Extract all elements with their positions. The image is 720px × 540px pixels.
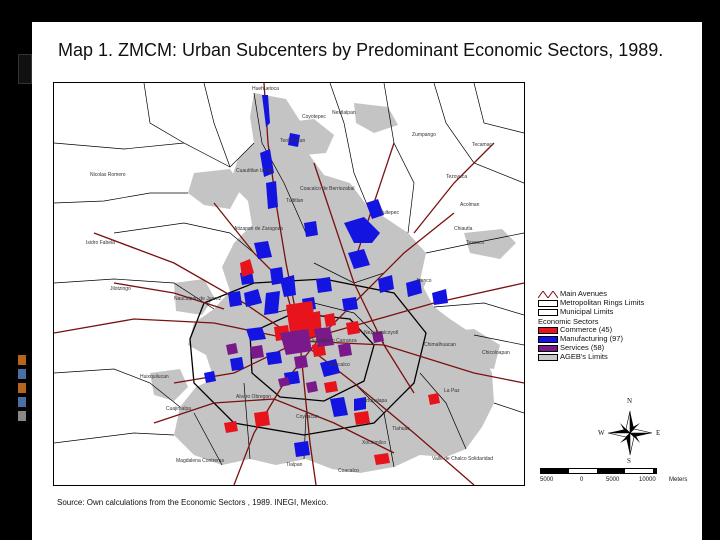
place-label: Iztacalco xyxy=(330,362,350,368)
place-label: Teoloyucan xyxy=(280,138,306,144)
scale-tick-label: 0 xyxy=(580,477,584,483)
legend-label: Services (58) xyxy=(560,343,605,352)
legend-swatch xyxy=(538,300,558,307)
legend-swatch xyxy=(538,336,558,343)
place-label: Nicolas Romero xyxy=(90,172,126,178)
place-label: Tlalpan xyxy=(286,462,303,468)
place-label: Jilotzingo xyxy=(110,286,131,292)
place-label: Tecamac xyxy=(472,142,493,148)
slide-bullet-marker xyxy=(18,54,32,84)
place-label: Coacalco xyxy=(338,468,359,474)
place-label: Coyotepec xyxy=(302,114,326,120)
place-label: Atizapan de Zaragoza xyxy=(234,226,283,232)
place-label: Tlahuac xyxy=(392,426,410,432)
place-label: Venustiano Carranza xyxy=(310,338,357,344)
place-label: Texcoco xyxy=(466,240,485,246)
scale-bar xyxy=(540,468,700,488)
place-label: Naucalpan de Juarez xyxy=(174,296,222,302)
place-label: La Paz xyxy=(444,388,460,394)
side-bar-2 xyxy=(18,369,26,379)
slide-side-bars xyxy=(18,355,26,425)
place-label: Cuautitlan Izcalli xyxy=(236,168,273,174)
place-label: Isidro Fabela xyxy=(86,240,115,246)
place-label: Chimalhuacan xyxy=(424,342,456,348)
place-label: Iztapalapa xyxy=(364,398,388,404)
legend-label: Commerce (45) xyxy=(560,325,613,334)
map-legend xyxy=(538,290,718,362)
compass-east-label: E xyxy=(656,429,661,437)
legend-swatch xyxy=(538,354,558,361)
place-label: Nextlalpan xyxy=(332,110,356,116)
scale-bar-graphic xyxy=(540,468,657,474)
compass-north-label: N xyxy=(627,397,633,405)
place-label: Huehuetoca xyxy=(252,86,279,92)
legend-swatch xyxy=(538,327,558,334)
map-title: Map 1. ZMCM: Urban Subcenters by Predominant Economic Sectors, 1989. xyxy=(58,40,664,60)
legend-swatch xyxy=(538,309,558,316)
legend-label: Main Avenues xyxy=(560,289,607,298)
scale-tick-label: 5000 xyxy=(540,477,554,483)
place-label: Magdalena Contreras xyxy=(176,458,225,464)
legend-label: Manufacturing (97) xyxy=(560,334,623,343)
place-label: Chicoloapan xyxy=(482,350,510,356)
place-label: Coacalco de Berriozabal xyxy=(300,186,355,192)
place-label: Atenco xyxy=(416,278,432,284)
side-bar-5 xyxy=(18,411,26,421)
urban-area-layer xyxy=(150,93,516,473)
compass-west-label: W xyxy=(598,429,605,437)
place-label: Xochimilco xyxy=(362,440,387,446)
legend-swatch xyxy=(538,345,558,352)
legend-label: Municipal Limits xyxy=(560,307,614,316)
place-label: Tultitlan xyxy=(286,198,304,204)
avenue-line-icon xyxy=(538,291,558,298)
place-label: Tezoyuca xyxy=(446,174,468,180)
legend-item-ageb-limits xyxy=(538,353,718,362)
compass-rose-icon xyxy=(600,395,660,465)
legend-label: AGEB's Limits xyxy=(560,352,608,361)
scale-unit-label: Meters xyxy=(669,477,688,483)
scale-tick-label: 10000 xyxy=(639,477,656,483)
place-label: Cuajimalpa xyxy=(166,406,192,412)
place-label: Nezahualcoyotl xyxy=(364,330,399,336)
side-bar-3 xyxy=(18,383,26,393)
place-label: Huixquilucan xyxy=(140,374,169,380)
map-source-note: Source: Own calculations from the Economic Sectors , 1989. INEGI, Mexico. xyxy=(57,498,329,507)
place-label: Valle de Chalco Solidaridad xyxy=(432,456,494,462)
place-label: Chiautla xyxy=(454,226,473,232)
legend-label: Metropolitan Rings Limits xyxy=(560,298,645,307)
side-bar-4 xyxy=(18,397,26,407)
place-label: Zumpango xyxy=(412,132,436,138)
place-label: Coyoacan xyxy=(296,414,319,420)
north-arrow xyxy=(600,395,660,465)
place-label: Alvaro Obregon xyxy=(236,394,272,400)
compass-south-label: S xyxy=(627,457,631,465)
place-label: Acolman xyxy=(460,202,480,208)
side-bar-1 xyxy=(18,355,26,365)
place-label: Tultepec xyxy=(380,210,399,216)
legend-section-header: Economic Sectors xyxy=(538,317,599,326)
legend-item-municipal-limits xyxy=(538,308,718,317)
scale-tick-label: 5000 xyxy=(606,477,620,483)
